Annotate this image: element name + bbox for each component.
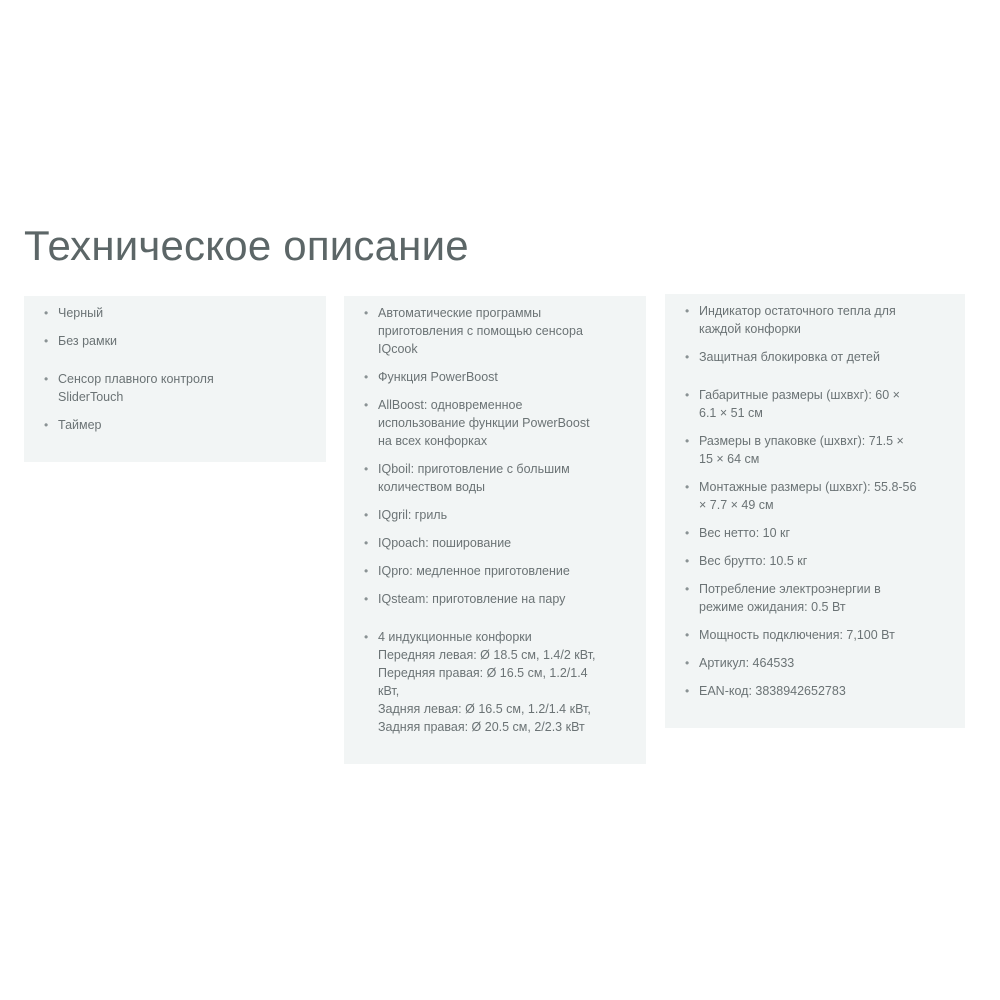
- spec-item-text: Габаритные размеры (шхвхг): 60 × 6.1 × 51 см: [699, 388, 900, 420]
- spec-item-text: Монтажные размеры (шхвхг): 55.8-56 × 7.7 × 49 см: [699, 480, 917, 512]
- spec-item: [364, 368, 634, 386]
- bullet-icon: •: [685, 480, 690, 494]
- bullet-icon: •: [44, 306, 49, 320]
- spec-item: [685, 302, 953, 338]
- bullet-icon: •: [685, 526, 690, 540]
- spec-item-text: IQsteam: приготовление на пару: [378, 592, 566, 606]
- spec-item-text: IQboil: приготовление с большим количеством воды: [378, 462, 570, 494]
- spec-item: [44, 332, 314, 350]
- spec-item: [685, 552, 953, 570]
- bullet-icon: •: [685, 388, 690, 402]
- spec-item-text: Вес брутто: 10.5 кг: [699, 554, 808, 568]
- spec-item-text: IQgril: гриль: [378, 508, 448, 522]
- spec-item: [364, 534, 634, 552]
- spec-item-text: IQpro: медленное приготовление: [378, 564, 570, 578]
- bullet-icon: •: [685, 434, 690, 448]
- bullet-icon: •: [685, 350, 690, 364]
- spec-column-1: [24, 296, 326, 462]
- bullet-icon: •: [364, 398, 369, 412]
- spec-item: [364, 304, 634, 358]
- spec-item-text: Индикатор остаточного тепла для каждой конфорки: [699, 304, 896, 336]
- bullet-icon: •: [44, 334, 49, 348]
- spec-item-text: Без рамки: [58, 334, 118, 348]
- spec-item: [364, 628, 634, 736]
- spec-item-text: Размеры в упаковке (шхвхг): 71.5 × 15 × 64 см: [699, 434, 904, 466]
- spec-item-text: Мощность подключения: 7,100 Вт: [699, 628, 895, 642]
- bullet-icon: •: [364, 306, 369, 320]
- spec-list: [685, 302, 953, 700]
- bullet-icon: •: [685, 554, 690, 568]
- spec-item: [44, 416, 314, 434]
- spec-item: [685, 626, 953, 644]
- spec-item: [364, 590, 634, 608]
- spec-column-2: [344, 296, 646, 764]
- bullet-icon: •: [364, 592, 369, 606]
- spec-item-text: IQpoach: поширование: [378, 536, 512, 550]
- spec-item-text: AllBoost: одновременное использование функции PowerBoost на всех конфорках: [378, 398, 590, 448]
- bullet-icon: •: [364, 536, 369, 550]
- spec-list: [364, 304, 634, 736]
- page-title: Техническое описание: [24, 222, 469, 269]
- spec-column-3: [665, 294, 965, 728]
- spec-list: [44, 304, 314, 434]
- spec-item: [364, 460, 634, 496]
- bullet-icon: •: [364, 564, 369, 578]
- spec-item-text: 4 индукционные конфорки Передняя левая: Ø 18.5 см, 1.4/2 кВт, Передняя правая: Ø 16.5 см, 1.2/1.4 кВт, Задняя левая: Ø 16.5 см, 1.2/1.4 кВт, Задняя правая: Ø 20.5 см, 2/2.3 кВт: [378, 630, 596, 734]
- spec-item-text: Автоматические программы приготовления с помощью сенсора IQcook: [378, 306, 583, 356]
- spec-item: [364, 396, 634, 450]
- spec-item: [685, 654, 953, 672]
- spec-item-text: Черный: [58, 306, 104, 320]
- spec-item-text: Таймер: [58, 418, 102, 432]
- bullet-icon: •: [364, 508, 369, 522]
- spec-item: [685, 478, 953, 514]
- spec-item-text: Сенсор плавного контроля SliderTouch: [58, 372, 214, 404]
- spec-item: [685, 682, 953, 700]
- bullet-icon: •: [685, 582, 690, 596]
- bullet-icon: •: [44, 418, 49, 432]
- spec-item: [685, 386, 953, 422]
- bullet-icon: •: [685, 304, 690, 318]
- bullet-icon: •: [685, 656, 690, 670]
- spec-item: [685, 524, 953, 542]
- spec-item: [364, 506, 634, 524]
- spec-item-text: Вес нетто: 10 кг: [699, 526, 791, 540]
- bullet-icon: •: [364, 370, 369, 384]
- bullet-icon: •: [364, 630, 369, 644]
- bullet-icon: •: [364, 462, 369, 476]
- spec-item: [364, 562, 634, 580]
- bullet-icon: •: [685, 628, 690, 642]
- spec-item: [44, 304, 314, 322]
- spec-item: [685, 580, 953, 616]
- spec-item-text: Защитная блокировка от детей: [699, 350, 880, 364]
- spec-item-text: EAN-код: 3838942652783: [699, 684, 846, 698]
- spec-item: [685, 432, 953, 468]
- spec-item: [44, 370, 314, 406]
- spec-item: [685, 348, 953, 366]
- spec-item-text: Функция PowerBoost: [378, 370, 498, 384]
- bullet-icon: •: [44, 372, 49, 386]
- spec-item-text: Артикул: 464533: [699, 656, 795, 670]
- spec-item-text: Потребление электроэнергии в режиме ожидания: 0.5 Вт: [699, 582, 881, 614]
- bullet-icon: •: [685, 684, 690, 698]
